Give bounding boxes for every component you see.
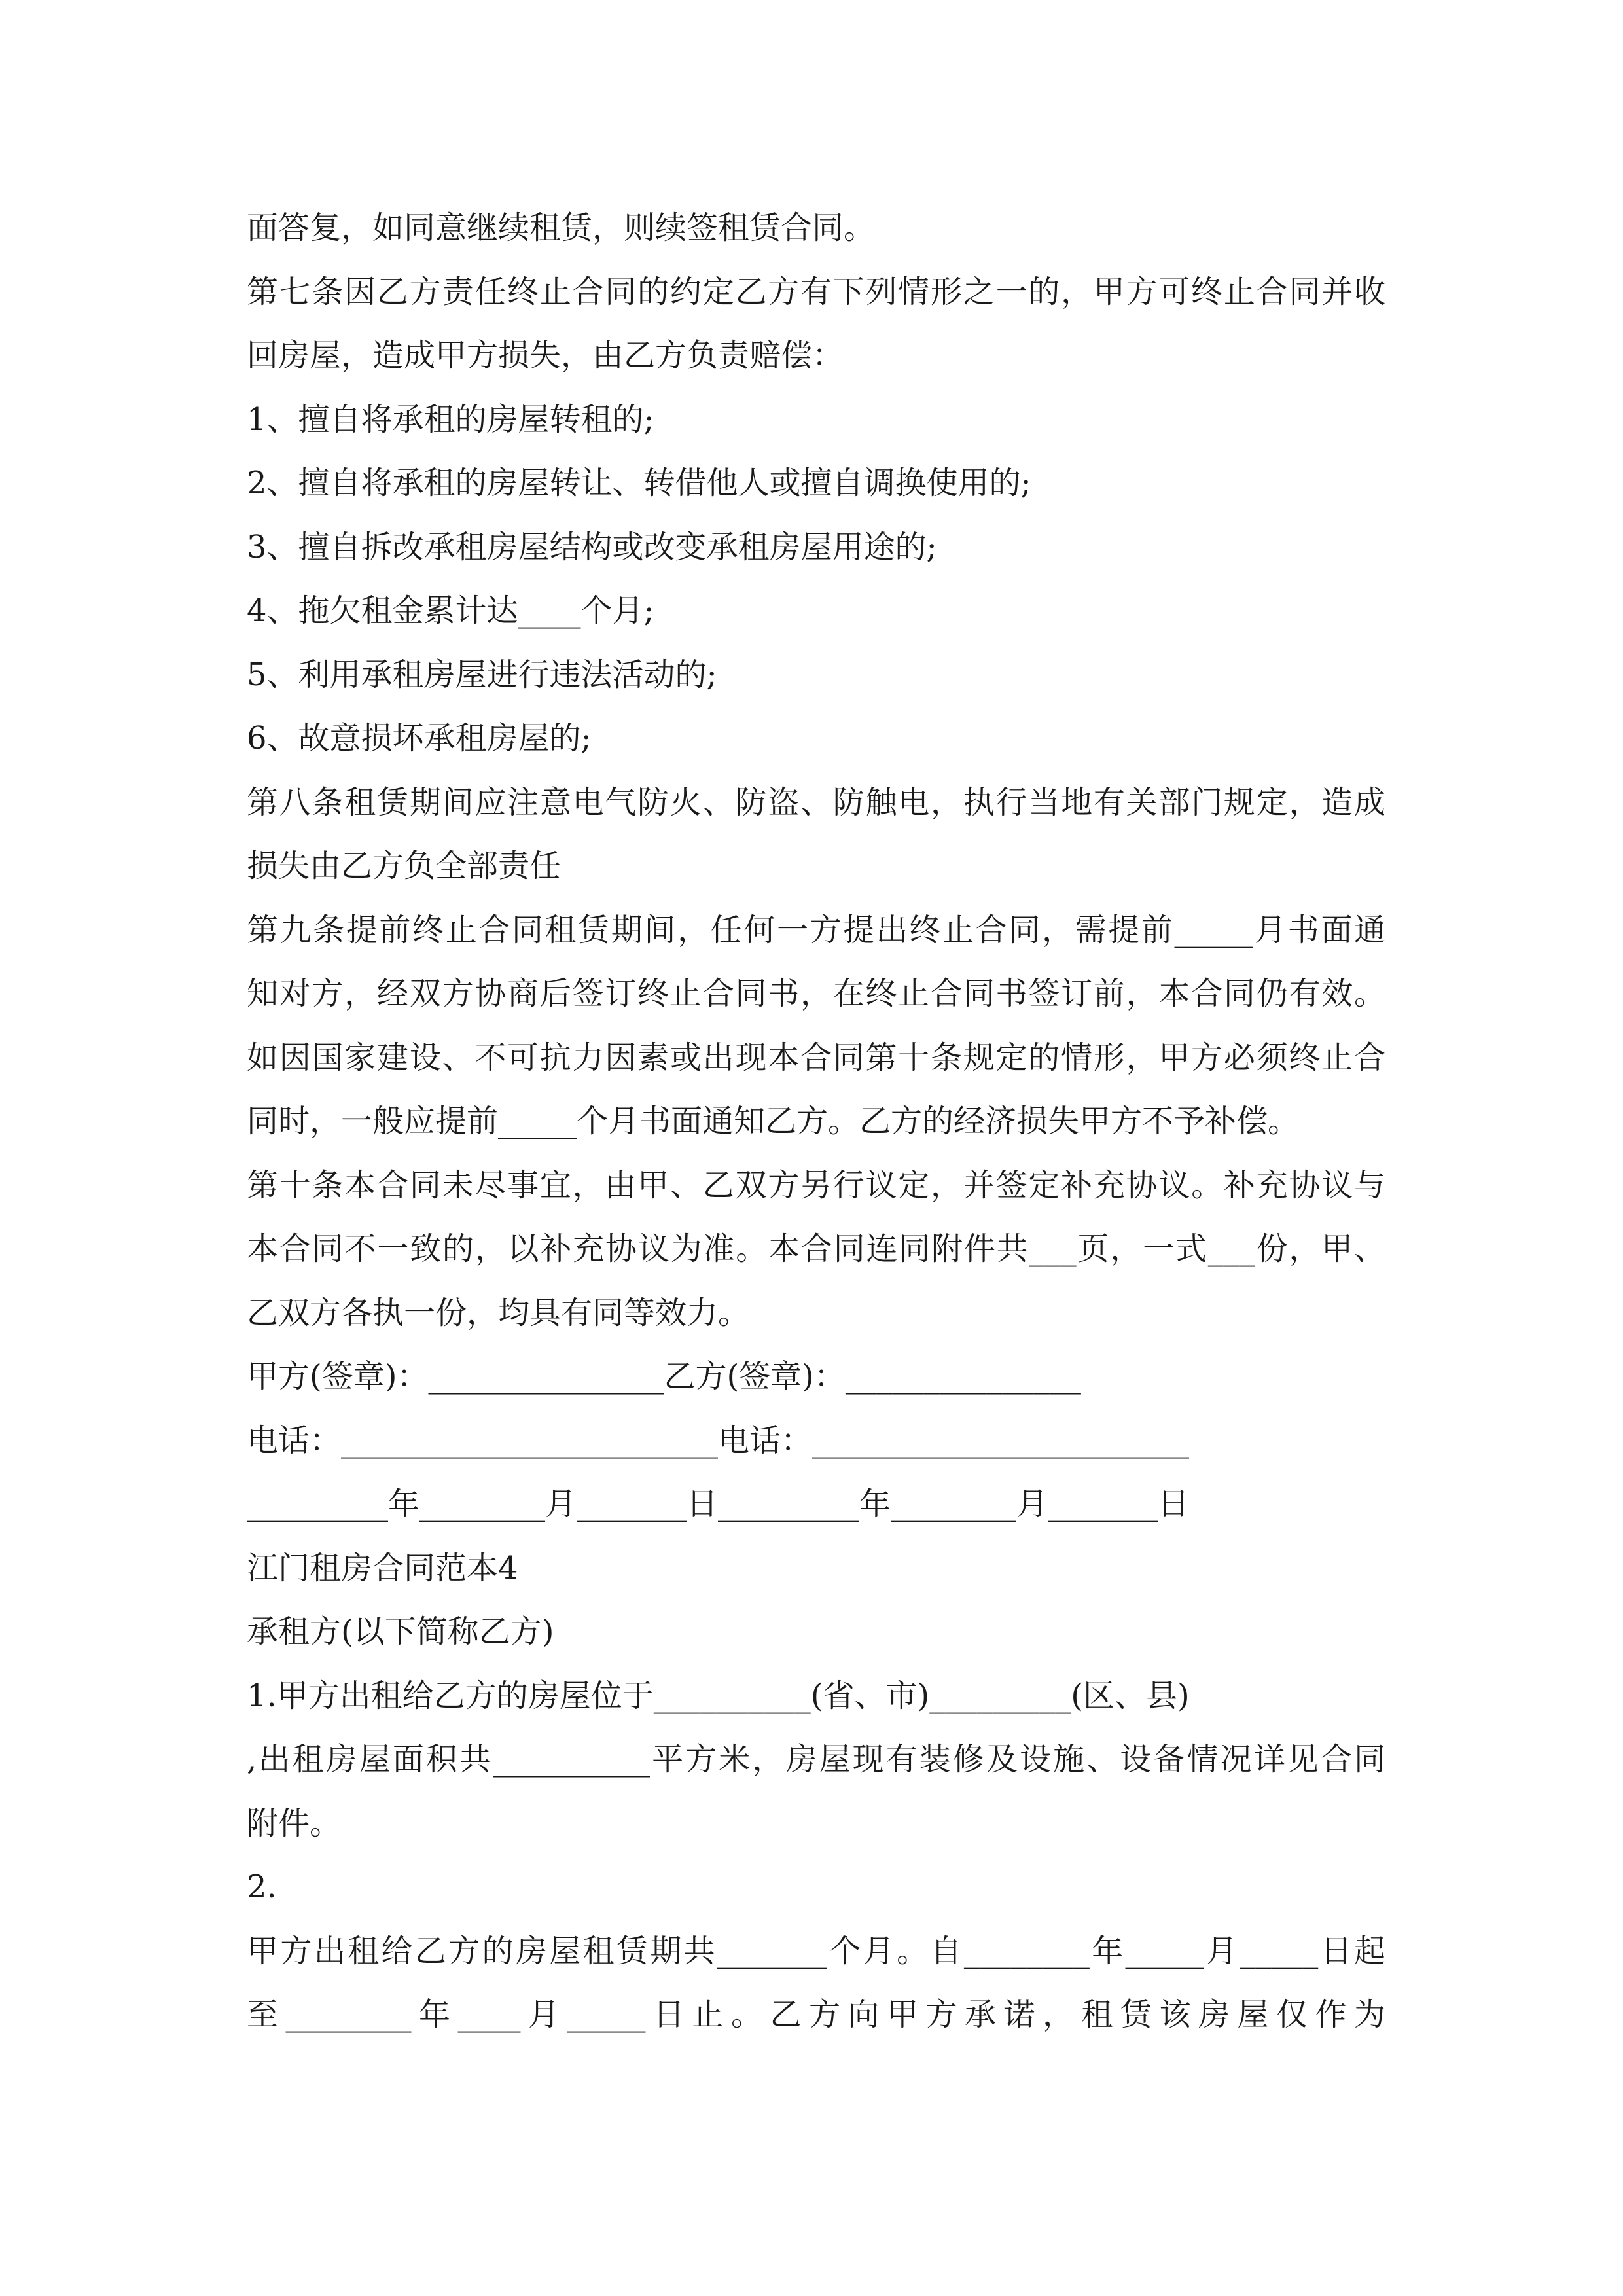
text-line: 面答复，如同意继续租赁，则续签租赁合同。 bbox=[247, 209, 876, 246]
text-line: 同时，一般应提前_____个月书面通知乙方。乙方的经济损失甲方不予补偿。 bbox=[247, 1103, 1300, 1139]
text-line: 附件。 bbox=[247, 1804, 342, 1842]
section-heading: 江门租房合同范本4 bbox=[247, 1549, 518, 1587]
list-item: 3、擅自拆改承租房屋结构或改变承租房屋用途的; bbox=[247, 528, 937, 565]
text-line: 承租方(以下简称乙方) bbox=[247, 1613, 554, 1650]
list-item: 1、擅自将承租的房屋转租的; bbox=[247, 401, 654, 438]
text-line: 知对方，经双方协商后签订终止合同书，在终止合同书签订前，本合同仍有效。 bbox=[247, 975, 1385, 1012]
text-line: 乙双方各执一份，均具有同等效力。 bbox=[247, 1294, 750, 1331]
phone-line: 电话：________________________电话：________________________ bbox=[247, 1422, 1190, 1459]
text-line: 损失由乙方负全部责任 bbox=[247, 848, 562, 884]
text-line: 第十条本合同未尽事宜，由甲、乙双方另行议定，并签定补充协议。补充协议与 bbox=[247, 1166, 1385, 1204]
list-item: 5、利用承租房屋进行违法活动的; bbox=[247, 656, 717, 693]
text-line: 本合同不一致的，以补充协议为准。本合同连同附件共___页，一式___份，甲、 bbox=[247, 1230, 1385, 1267]
text-line: ,出租房屋面积共__________平方米，房屋现有装修及设施、设备情况详见合同 bbox=[247, 1741, 1385, 1778]
text-line: 1.甲方出租给乙方的房屋位于__________(省、市)_________(区、县) bbox=[247, 1677, 1190, 1714]
signature-line: 甲方(签章)：_______________乙方(签章)：_______________ bbox=[247, 1358, 1081, 1395]
text-line: 至________年____月_____日止。乙方向甲方承诺，租赁该房屋仅作为 bbox=[247, 1996, 1385, 2033]
list-item: 4、拖欠租金累计达____个月; bbox=[247, 592, 654, 629]
text-line: 第八条租赁期间应注意电气防火、防盗、防触电，执行当地有关部门规定，造成 bbox=[247, 783, 1385, 821]
date-line: _________年________月_______日_________年________月_______日 bbox=[247, 1486, 1190, 1522]
text-line: 回房屋，造成甲方损失，由乙方负责赔偿： bbox=[247, 337, 844, 374]
list-item: 6、故意损坏承租房屋的; bbox=[247, 720, 592, 757]
document-body bbox=[247, 196, 1385, 2047]
list-item: 2、擅自将承租的房屋转让、转借他人或擅自调换使用的; bbox=[247, 465, 1031, 501]
text-line: 甲方出租给乙方的房屋租赁期共_______个月。自________年_____月_____日起 bbox=[247, 1932, 1385, 1969]
text-line: 第七条因乙方责任终止合同的约定乙方有下列情形之一的，甲方可终止合同并收 bbox=[247, 273, 1385, 310]
text-line: 第九条提前终止合同租赁期间，任何一方提出终止合同，需提前_____月书面通 bbox=[247, 911, 1385, 948]
text-line: 如因国家建设、不可抗力因素或出现本合同第十条规定的情形，甲方必须终止合 bbox=[247, 1039, 1385, 1076]
text-line: 2. bbox=[247, 1869, 277, 1905]
